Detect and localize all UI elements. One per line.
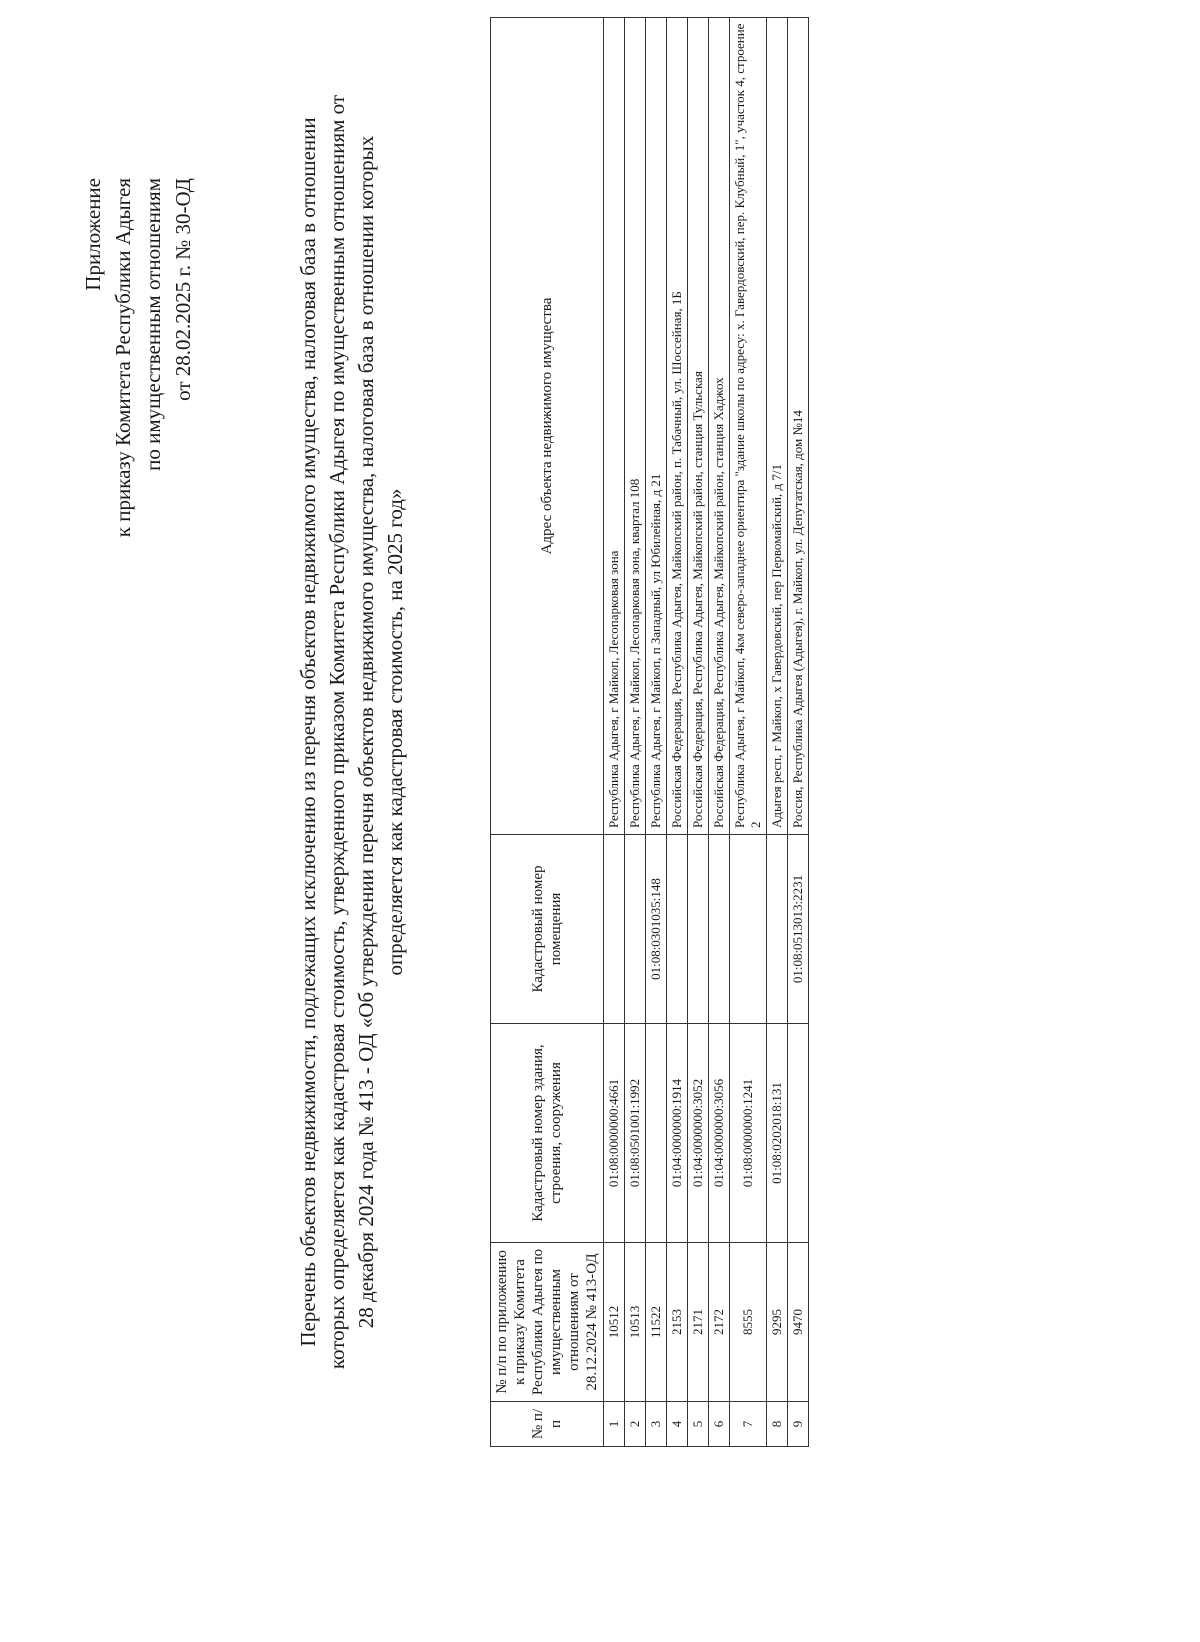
row-address: Республика Адыгея, г Майкоп, 4км северо-западнее ориентира "здание школы по адресу: х. Гавердовский, пер. Клубный, 1", участок 4, строение 2 (730, 18, 767, 835)
row-address: Российская Федерация, Республика Адыгея, Майкопский район, станция Тульская (688, 18, 709, 835)
row-ref: 9470 (788, 1243, 809, 1402)
table-row (730, 18, 767, 1447)
row-room-cadastral: 01:08:0301035:148 (646, 835, 667, 1024)
row-building-cadastral: 01:04:0000000:3052 (688, 1024, 709, 1243)
row-num: 2 (625, 1402, 646, 1447)
row-ref: 10513 (625, 1243, 646, 1402)
row-num: 7 (730, 1402, 767, 1447)
row-num: 6 (709, 1402, 730, 1447)
row-ref: 2172 (709, 1243, 730, 1402)
row-address: Республика Адыгея, г Майкоп, Лесопарковая зона (604, 18, 625, 835)
row-ref: 9295 (767, 1243, 788, 1402)
row-room-cadastral (625, 835, 646, 1024)
row-num: 9 (788, 1402, 809, 1447)
row-ref: 2171 (688, 1243, 709, 1402)
row-num: 1 (604, 1402, 625, 1447)
table-row (667, 18, 688, 1447)
row-building-cadastral (646, 1024, 667, 1243)
row-ref: 10512 (604, 1243, 625, 1402)
document-title: Перечень объектов недвижимости, подлежащих исключению из перечня объектов недвижимого имущества, налоговая база в отношении которых определяется как кадастровая стоимость, утвержденного приказом Комитета Республики Адыгея по имущественным отношениям от 28 декабря 2024 года № 413 - ОД «Об утверждении перечня объектов недвижимого имущества, налоговая база в отношении которых определяется как кадастровая стоимость, на 2025 год» (296, 94, 407, 1370)
row-ref: 8555 (730, 1243, 767, 1402)
header-ref: № п/п по приложению к приказу Комитета Республики Адыгея по имущественным отношениям от 28.12.2024 № 413-ОД (491, 1243, 604, 1402)
table-header-row (491, 18, 604, 1447)
row-address: Республика Адыгея, г Майкоп, п Западный, ул Юбилейная, д 21 (646, 18, 667, 835)
row-room-cadastral (667, 835, 688, 1024)
property-table (490, 17, 809, 1447)
row-building-cadastral: 01:08:0000000:4661 (604, 1024, 625, 1243)
row-num: 5 (688, 1402, 709, 1447)
header-room-cadastral: Кадастровый номер помещения (491, 835, 604, 1024)
header-building-cadastral: Кадастровый номер здания, строения, сооружения (491, 1024, 604, 1243)
table-row (767, 18, 788, 1447)
row-address: Российская Федерация, Республика Адыгея, Майкопский район, п. Табачный, ул. Шоссейная, 1Б (667, 18, 688, 835)
header-num: № п/п (491, 1402, 604, 1447)
row-room-cadastral: 01:08:0513013:2231 (788, 835, 809, 1024)
row-num: 4 (667, 1402, 688, 1447)
table-row (646, 18, 667, 1447)
row-num: 3 (646, 1402, 667, 1447)
row-room-cadastral (767, 835, 788, 1024)
row-building-cadastral (788, 1024, 809, 1243)
row-address: Адыгея респ, г Майкоп, х Гавердовский, пер Первомайский, д 7/1 (767, 18, 788, 835)
row-address: Республика Адыгея, г Майкоп, Лесопарковая зона, квартал 108 (625, 18, 646, 835)
row-room-cadastral (709, 835, 730, 1024)
order-reference-line: к приказу Комитета Республики Адыгея (111, 178, 135, 538)
row-building-cadastral: 01:04:0000000:3056 (709, 1024, 730, 1243)
row-num: 8 (767, 1402, 788, 1447)
row-ref: 11522 (646, 1243, 667, 1402)
department-line: по имущественным отношениям (141, 178, 165, 471)
row-building-cadastral: 01:08:0501001:1992 (625, 1024, 646, 1243)
row-room-cadastral (604, 835, 625, 1024)
order-date-line: от 28.02.2025 г. № 30-ОД (171, 178, 195, 401)
table-row (625, 18, 646, 1447)
appendix-label: Приложение (81, 178, 105, 291)
row-building-cadastral: 01:04:0000000:1914 (667, 1024, 688, 1243)
row-building-cadastral: 01:08:0000000:1241 (730, 1024, 767, 1243)
row-ref: 2153 (667, 1243, 688, 1402)
property-table-container (490, 17, 809, 1447)
table-row (688, 18, 709, 1447)
table-row (788, 18, 809, 1447)
appendix-header (78, 178, 198, 537)
header-address: Адрес объекта недвижимого имущества (491, 18, 604, 835)
row-address: Россия, Республика Адыгея (Адыгея), г. Майкоп, ул. Депутатская, дом №14 (788, 18, 809, 835)
row-room-cadastral (688, 835, 709, 1024)
table-row (709, 18, 730, 1447)
row-address: Российская Федерация, Республика Адыгея, Майкопский район, станция Хаджох (709, 18, 730, 835)
table-row (604, 18, 625, 1447)
row-building-cadastral: 01:08:0202018:131 (767, 1024, 788, 1243)
row-room-cadastral (730, 835, 767, 1024)
